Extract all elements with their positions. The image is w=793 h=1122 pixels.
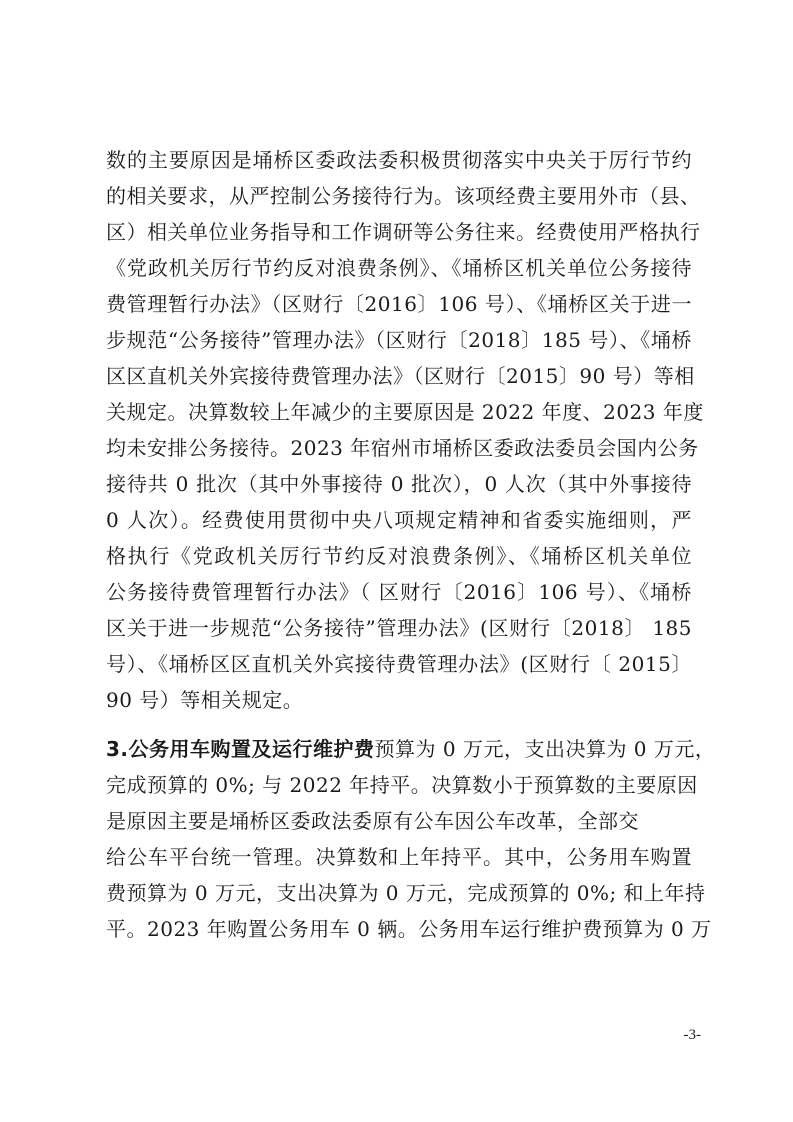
section-3-heading: 3.公务用车购置及运行维护费 [106, 737, 375, 761]
paragraph-line: 区区直机关外宾接待费管理办法》（区财行〔2015〕90 号）等相 [106, 364, 695, 388]
paragraph-line: 格执行《党政机关厉行节约反对浪费条例》、《埇桥区机关单位 [106, 544, 692, 568]
paragraph-line: 接待共 0 批次（其中外事接待 0 批次），0 人次（其中外事接待 [106, 472, 692, 496]
paragraph-line: 公务接待费管理暂行办法》（ 区财行〔2016〕106 号）、《埇桥 [106, 580, 692, 604]
section-3-first-line [106, 731, 716, 767]
paragraph-line: 完成预算的 0%; 与 2022 年持平。决算数小于预算数的主要原因 [106, 773, 698, 797]
paragraph-line: 区关于进一步规范“公务接待”管理办法》(区财行〔2018〕 185 [106, 616, 692, 640]
paragraph-line: 的相关要求，从严控制公务接待行为。该项经费主要用外市（县、 [106, 184, 701, 208]
paragraph-line: 平。2023 年购置公务用车 0 辆。公务用车运行维护费预算为 0 万 [106, 917, 712, 941]
paragraph-line: 关规定。决算数较上年减少的主要原因是 2022 年度、2023 年度 [106, 400, 704, 424]
paragraph-line: 数的主要原因是埇桥区委政法委积极贯彻落实中央关于厉行节约 [106, 148, 692, 172]
paragraph-line: 号）、《埇桥区区直机关外宾接待费管理办法》(区财行〔 2015〕 [106, 652, 692, 676]
paragraph-line: 费预算为 0 万元，支出决算为 0 万元，完成预算的 0%; 和上年持 [106, 881, 706, 905]
paragraph-line: 均未安排公务接待。2023 年宿州市埇桥区委政法委员会国内公务 [106, 436, 699, 460]
paragraph-line: 90 号）等相关规定。 [106, 688, 304, 712]
section-3-text: 预算为 0 万元，支出决算为 0 万元， [374, 737, 716, 761]
paragraph-line: 区）相关单位业务指导和工作调研等公务往来。经费使用严格执行 [106, 220, 701, 244]
paragraph-line: 步规范“公务接待”管理办法》（区财行〔2018〕185 号）、《埇桥 [106, 328, 692, 352]
page-number: -3- [683, 1027, 701, 1043]
paragraph-line: 《党政机关厉行节约反对浪费条例》、《埇桥区机关单位公务接待 [106, 256, 692, 280]
paragraph-line: 是原因主要是埇桥区委政法委原有公车因公车改革，全部交 [106, 809, 639, 833]
paragraph-line: 0 人次）。经费使用贯彻中央八项规定精神和省委实施细则，严 [106, 508, 692, 532]
paragraph-line: 给公车平台统一管理。决算数和上年持平。其中，公务用车购置 [106, 845, 692, 869]
paragraph-line: 费管理暂行办法》（区财行〔2016〕106 号）、《埇桥区关于进一 [106, 292, 692, 316]
